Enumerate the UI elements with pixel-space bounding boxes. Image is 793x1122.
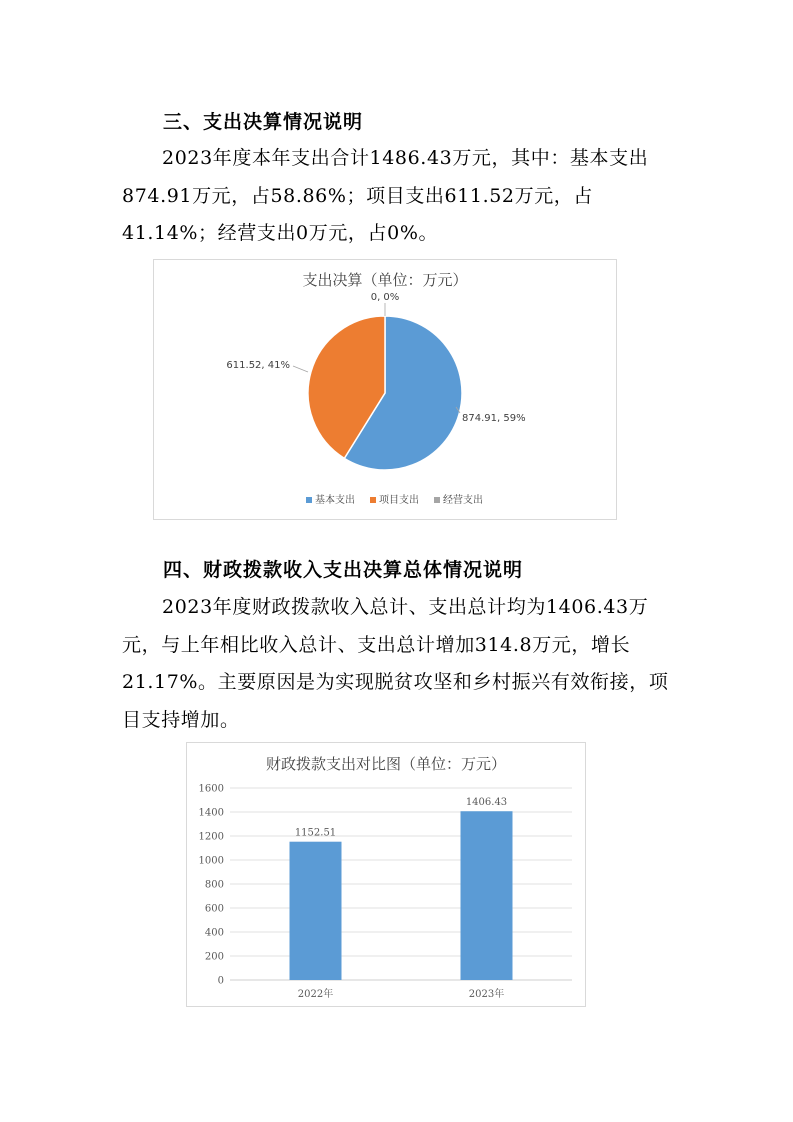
y-tick-label: 1000 <box>198 855 224 867</box>
bar-value-label: 1152.51 <box>294 827 337 839</box>
chart-title: 支出决算（单位：万元） <box>302 271 468 289</box>
section4-paragraph: 2023年度财政拨款收入总计、支出总计均为1406.43万元，与上年相比收入总计、支出总计增加314.8万元，增长21.17%。主要原因是为实现脱贫攻坚和乡村振兴有效衔接，项目支持增加。 <box>122 596 669 731</box>
x-tick-label: 2023年 <box>468 989 505 1000</box>
section3-heading: 三、支出决算情况说明 <box>163 111 364 133</box>
y-tick-label: 1400 <box>198 807 224 819</box>
y-tick-label: 1600 <box>198 783 224 795</box>
x-tick-label: 2022年 <box>297 989 334 1000</box>
legend-swatch <box>434 497 440 503</box>
y-tick-label: 1200 <box>198 831 224 843</box>
legend-swatch <box>306 497 312 503</box>
data-label: 0, 0% <box>370 292 400 303</box>
bar-1 <box>290 842 342 980</box>
legend-swatch <box>370 497 376 503</box>
y-tick-label: 600 <box>204 903 224 915</box>
data-label: 874.91, 59% <box>462 413 526 424</box>
y-tick-label: 200 <box>204 951 224 963</box>
legend-item: 经营支出 <box>443 495 483 506</box>
legend-item: 项目支出 <box>379 495 419 506</box>
bar-chart-svg <box>187 743 585 1006</box>
pie-chart <box>153 259 617 520</box>
section4-heading: 四、财政拨款收入支出决算总体情况说明 <box>163 559 524 581</box>
y-tick-label: 800 <box>204 879 224 891</box>
bar-2 <box>461 811 513 980</box>
bar-value-label: 1406.43 <box>465 797 508 809</box>
legend-item: 基本支出 <box>315 495 355 506</box>
y-tick-label: 0 <box>217 975 224 987</box>
leader-line <box>293 366 308 372</box>
data-label: 611.52, 41% <box>226 360 290 371</box>
pie-chart-svg <box>154 260 616 519</box>
section3-paragraph: 2023年度本年支出合计1486.43万元，其中：基本支出874.91万元，占58.86%；项目支出611.52万元，占41.14%；经营支出0万元，占0%。 <box>122 147 649 244</box>
bar-chart <box>186 742 586 1007</box>
y-tick-label: 400 <box>204 927 224 939</box>
chart-title: 财政拨款支出对比图（单位：万元） <box>265 755 507 773</box>
